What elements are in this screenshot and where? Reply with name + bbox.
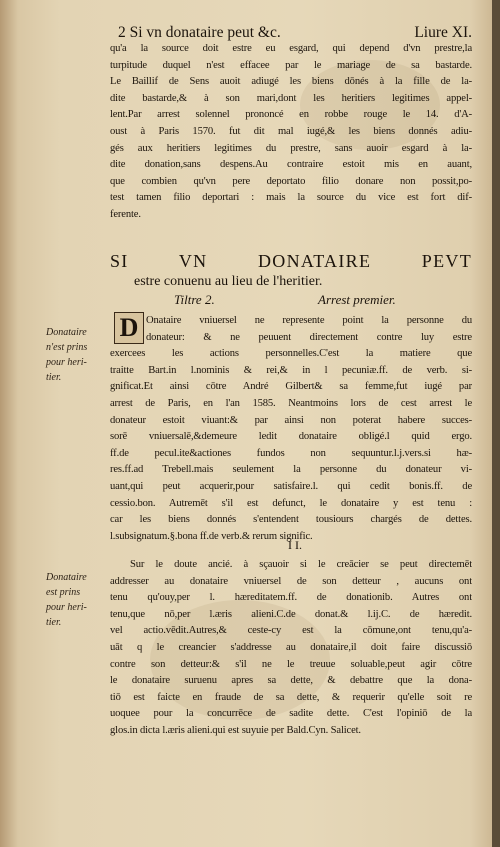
marginal-note-line: pour heri- <box>46 357 87 368</box>
marginal-note-line: pour heri- <box>46 602 87 613</box>
arrest-label: Arrest premier. <box>318 292 396 307</box>
text-line: oust à Paris 1570. fut dit mal iugé,& les biens donnés adiu- <box>110 126 472 137</box>
marginal-note <box>46 325 108 385</box>
marginal-note-line: Donataire <box>46 327 87 338</box>
text-line: exercees les actions personnelles.C'est la matiere que <box>110 348 472 360</box>
drop-cap: D <box>114 312 144 344</box>
text-line: res.ff.ad Trebell.mais seulement la personne du donateur vi- <box>110 464 472 476</box>
text-line: Sur le doute ancié. à sçauoir si le creācier se peut directemēt <box>130 559 472 570</box>
text-line: glos.in dicta l.æris alieni.qui est suyuie per Bald.Cyn. Salicet. <box>110 725 361 736</box>
text-line: le donataire suruenu apres sa dette, & debattre que la dona- <box>110 675 472 687</box>
section-title: SI VN DONATAIRE PEVT <box>110 251 472 271</box>
text-line: vel actio.vēdit.Autres,& ceste-cy est la cōmune,ont tenu,qu'a- <box>110 625 472 637</box>
running-header <box>118 24 472 42</box>
marginal-note-line: n'est prins <box>46 342 88 353</box>
marginal-note-line: est prins <box>46 587 81 598</box>
section-subtitle: estre conuenu au lieu de l'heritier. <box>134 274 323 289</box>
text-line: tenu,que nō,per l.æris alieni.C.de donat.& l.ij.C. de hæredit. <box>110 608 472 620</box>
text-line: gnificat.Et ainsi cōtre André Gilbert& sa femme,fut iugé par <box>110 381 472 393</box>
text-line: l.subsignatum.§.bona ff.de verb.& rerum signific. <box>110 530 313 542</box>
text-line: dite bastarde,& à son mari,dont les heritiers legitimes appel- <box>110 92 472 104</box>
text-line: car les biens donnés s'entendent tousiours chargés de dettes. <box>110 514 472 526</box>
text-line: ferente. <box>110 209 141 220</box>
text-line: turpitude duquel n'est effacee par le mariage de sa bastarde. <box>110 59 472 71</box>
text-line: lent.Par arrest solennel prononcé en robbe rouge le 14. d'A- <box>110 109 472 121</box>
text-line: tenu qu'ouy,per l. hæreditatem.ff. de donationib. Autres ont <box>110 592 472 604</box>
text-line: cessio.bon. Autremēt s'il est defunct, le donataire y est tenu : <box>110 497 472 509</box>
marginal-note-line: Donataire <box>46 572 87 583</box>
text-line: gés aux heritiers legitimes du prestre, sans auoir esgard à la- <box>110 142 472 154</box>
text-line: arrest de Paris, en l'an 1585. Neantmoins lors de cest arrest le <box>110 398 472 409</box>
text-line: addresser au donataire vniuersel de son detteur , aucuns ont <box>110 575 472 587</box>
text-line: uāt q le creancier s'addresse au donataire,il doit faire discussiō <box>110 642 472 653</box>
text-line: uoquee pour la concurrēce de sadite dette. C'est l'opiniō de la <box>110 708 472 720</box>
text-line: Onataire vniuersel ne represente point la personne du <box>146 315 472 326</box>
text-line: test tamen filio deportari : mais la source du vice est fort dif- <box>110 192 472 204</box>
header-right: Liure XI. <box>414 24 472 41</box>
text-line: Le Baillif de Sens auoit adiugé les biens dōnés à la fille de la- <box>110 76 472 88</box>
marginal-note <box>46 570 108 630</box>
text-line: contre son detteur:& s'il ne le treuue soluable,peut agir cōtre <box>110 658 472 670</box>
text-line: donateur: & ne peuuent directement contre luy estre <box>146 331 472 343</box>
text-line: tiō est faicte en fraude de sa dette, & requerir qu'elle soit re <box>110 691 472 703</box>
marginal-note-line: tier. <box>46 372 62 383</box>
text-line: sorē vniuersalē,&demeure ledit donataire obligé.l quid ergo. <box>110 431 472 443</box>
text-line: traitte Bart.in l.nominis & rei,& in l pecuniæ.ff. de verb. si- <box>110 364 472 376</box>
text-line: donateur estoit viuant:& par ainsi non poterat habere succes- <box>110 414 472 426</box>
section-number: I I. <box>288 538 302 552</box>
text-line: uant,qui peut acquerir,pour satisfaire.l. qui cedit bonis.ff. de <box>110 481 472 492</box>
titre-label: Tiltre 2. <box>174 292 215 307</box>
text-line: ff.de pecul.ite&actiones fundos non sequuntur.l.j.vers.si hæ- <box>110 447 472 459</box>
page-edge <box>492 0 500 847</box>
header-left: 2 Si vn donataire peut &c. <box>118 24 281 41</box>
marginal-note-line: tier. <box>46 617 62 628</box>
text-line: que combien qu'vn pere deportato filio donare non possit,po- <box>110 175 472 187</box>
text-line: qu'a la source doit estre eu esgard, qui depend d'vn prestre,la <box>110 43 472 54</box>
text-line: dite donation,sans despens.Au contraire estoit mis en auant, <box>110 159 472 171</box>
